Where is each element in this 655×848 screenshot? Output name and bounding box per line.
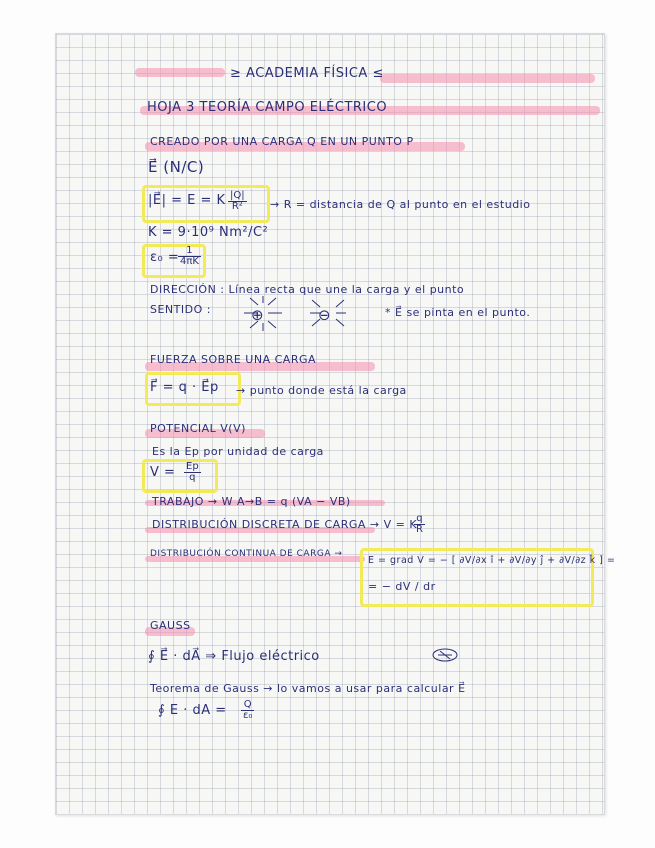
sense-label: SENTIDO : [150, 303, 211, 316]
direction-text: DIRECCIÓN : Línea recta que une la carga y el punto [150, 283, 465, 296]
coulomb-formula: |E⃗| = E = K [148, 193, 226, 208]
gauss-formula: ∮ E · dA = [158, 703, 227, 718]
fraction-numerator: q [414, 514, 425, 525]
work-formula: TRABAJO → W A→B = q (VA − VB) [152, 495, 351, 508]
discrete-fraction [414, 514, 425, 535]
flux-formula: ∮ E⃗ · dA⃗ ⇒ Flujo eléctrico [148, 649, 320, 664]
gauss-fraction [241, 700, 254, 721]
potential-definition: Es la Ep por unidad de carga [152, 445, 324, 458]
potential-fraction [184, 462, 201, 483]
fraction-denominator: R [416, 524, 423, 535]
header-highlight-right [380, 74, 595, 83]
fraction-numerator: Ep [186, 461, 199, 472]
discrete-formula: DISTRIBUCIÓN DISCRETA DE CARGA → V = K [152, 518, 418, 531]
epsilon-formula: ε₀ = [150, 250, 180, 265]
section-heading: CREADO POR UNA CARGA Q EN UN PUNTO P [150, 135, 414, 148]
continuous-label: DISTRIBUCIÓN CONTINUA DE CARGA → [150, 549, 343, 559]
sense-note: * E⃗ se pinta en el punto. [385, 306, 531, 319]
k-value: K = 9·10⁹ Nm²/C² [148, 225, 269, 240]
negative-charge-icon: ⊖ [318, 306, 332, 324]
force-note: → punto donde está la carga [236, 384, 407, 397]
potential-formula: V = [150, 465, 176, 480]
fraction-numerator: 1 [178, 246, 201, 257]
section-heading: FUERZA SOBRE UNA CARGA [150, 353, 317, 366]
force-formula: F⃗ = q · E⃗p [150, 380, 219, 395]
fraction-numerator: Q [241, 700, 254, 711]
gradient-formula-2: = − dV / dr [368, 580, 436, 593]
field-lines-diagram [238, 295, 368, 335]
header-highlight-left [135, 68, 225, 77]
field-unit: E⃗ (N/C) [148, 158, 205, 176]
epsilon-fraction [178, 246, 201, 267]
page-title: HOJA 3 TEORÍA CAMPO ELÉCTRICO [147, 100, 388, 115]
coulomb-fraction [228, 191, 247, 212]
fraction-denominator: 4πK [180, 256, 199, 267]
fraction-numerator: |Q| [230, 190, 245, 201]
fraction-denominator: ε₀ [243, 710, 253, 721]
gauss-theorem: Teorema de Gauss → lo vamos a usar para calcular E⃗ [150, 682, 466, 695]
flux-surface-icon [430, 645, 460, 665]
section-heading: POTENCIAL V(V) [150, 422, 246, 435]
section-heading: GAUSS [150, 619, 191, 632]
fraction-denominator: q [189, 472, 196, 483]
positive-charge-icon: ⊕ [251, 306, 265, 324]
header-text: ≥ ACADEMIA FÍSICA ≤ [230, 66, 384, 81]
r-definition: → R = distancia de Q al punto en el estudio [270, 198, 531, 211]
gradient-formula: E = grad V = − [ ∂V/∂x î + ∂V/∂y ĵ + ∂V/∂z k̂ ] = [368, 555, 616, 566]
fraction-denominator: R² [231, 201, 243, 212]
